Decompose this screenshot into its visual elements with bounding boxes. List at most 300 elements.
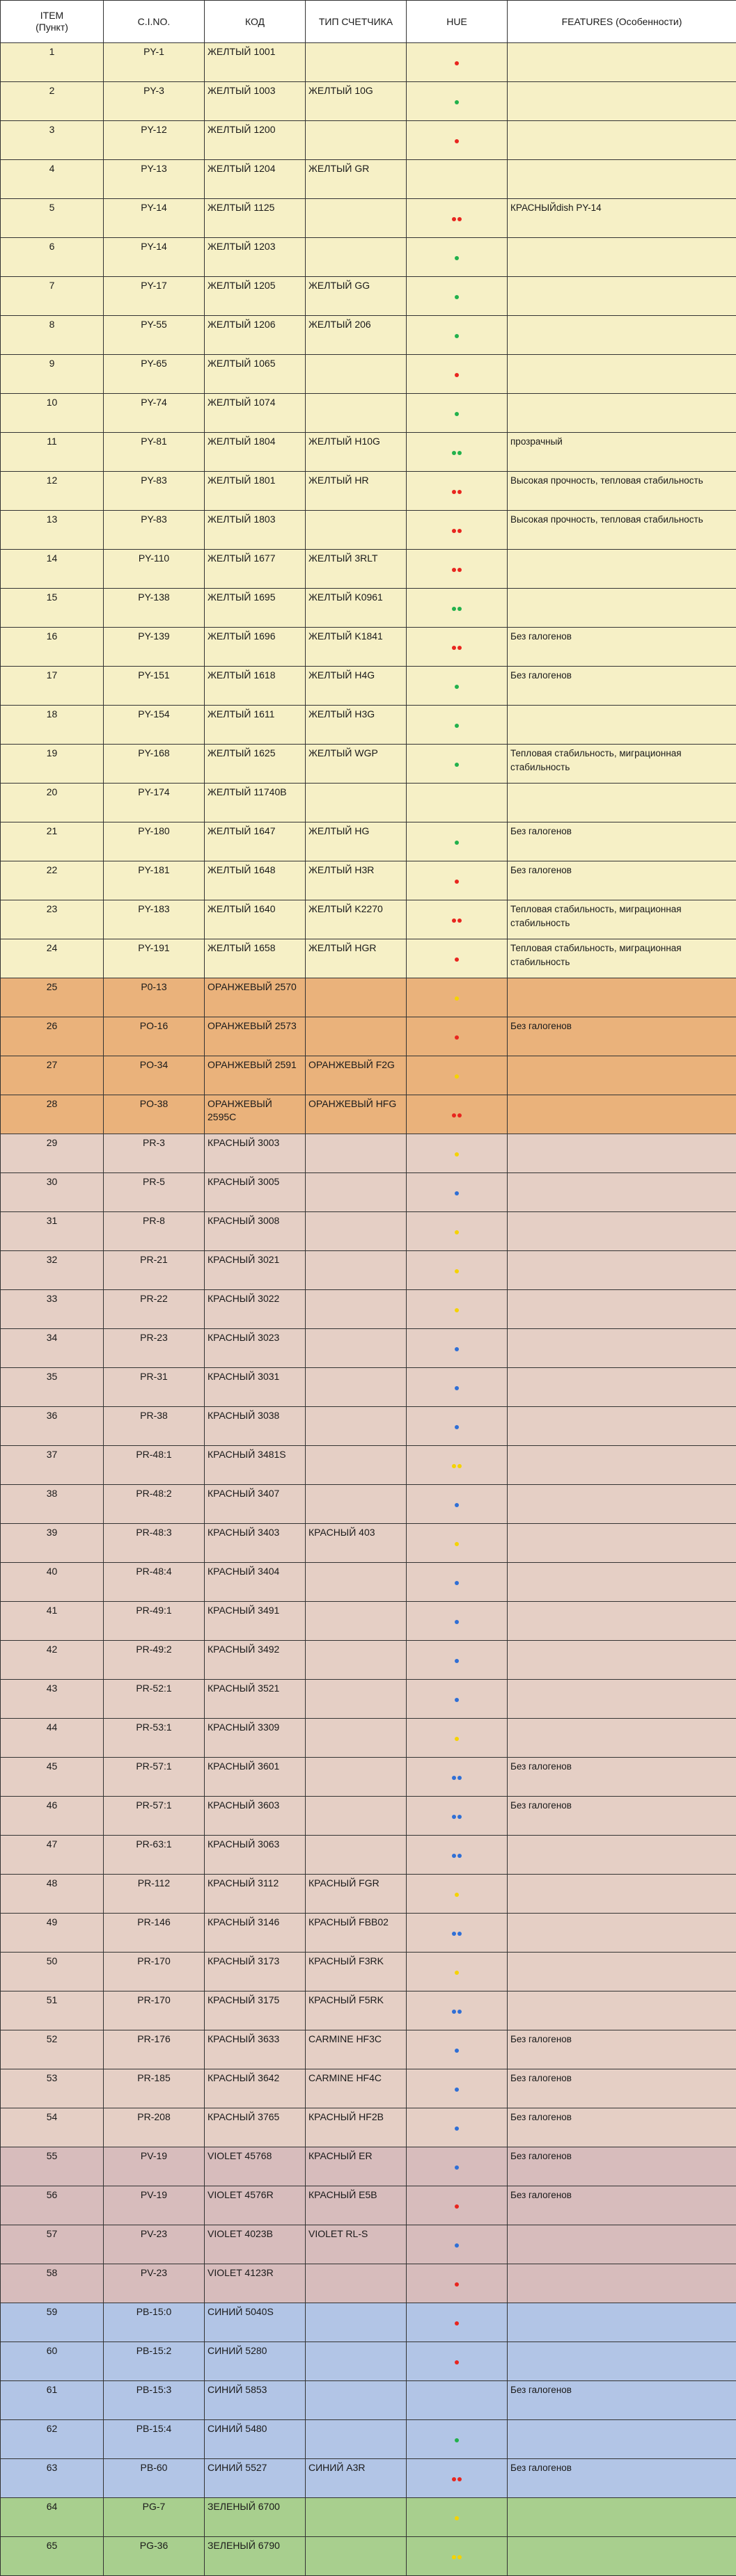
cino-cell: PR-146 bbox=[104, 1914, 205, 1953]
features-cell bbox=[508, 1991, 736, 2030]
code-cell: ЖЕЛТЫЙ 11740B bbox=[205, 784, 306, 822]
hue-dot-red bbox=[452, 1113, 456, 1118]
cino-cell: PY-139 bbox=[104, 628, 205, 667]
type-cell bbox=[306, 784, 407, 822]
hue-dot-red bbox=[455, 2360, 459, 2364]
type-cell bbox=[306, 1251, 407, 1290]
cino-cell: PO-38 bbox=[104, 1095, 205, 1134]
hue-dots bbox=[455, 100, 459, 104]
hue-cell bbox=[407, 2225, 508, 2264]
table-row bbox=[1, 2030, 736, 2069]
type-cell bbox=[306, 2264, 407, 2303]
hue-dot-green bbox=[455, 724, 459, 728]
item-cell: 43 bbox=[1, 1680, 104, 1719]
cino-cell: PR-49:2 bbox=[104, 1641, 205, 1680]
item-cell: 59 bbox=[1, 2303, 104, 2342]
features-cell: Тепловая стабильность, миграционная стабильность bbox=[508, 939, 736, 978]
code-cell: СИНИЙ 5527 bbox=[205, 2459, 306, 2498]
hue-dot-green bbox=[455, 412, 459, 416]
code-cell: ЖЕЛТЫЙ 1003 bbox=[205, 82, 306, 121]
type-cell: КРАСНЫЙ HF2B bbox=[306, 2108, 407, 2147]
code-cell: ЖЕЛТЫЙ 1696 bbox=[205, 628, 306, 667]
item-cell: 33 bbox=[1, 1290, 104, 1329]
hue-dot-yellow bbox=[452, 1464, 456, 1468]
code-cell: КРАСНЫЙ 3601 bbox=[205, 1758, 306, 1797]
hue-dots bbox=[455, 1074, 459, 1079]
cino-cell: PR-49:1 bbox=[104, 1602, 205, 1641]
item-cell: 58 bbox=[1, 2264, 104, 2303]
features-cell: Тепловая стабильность, миграционная стабильность bbox=[508, 900, 736, 939]
hue-dot-red bbox=[457, 529, 462, 533]
hue-cell bbox=[407, 1407, 508, 1446]
table-row bbox=[1, 2342, 736, 2381]
code-cell: ЖЕЛТЫЙ 1203 bbox=[205, 238, 306, 277]
type-cell: ЖЕЛТЫЙ HGR bbox=[306, 939, 407, 978]
hue-dot-yellow bbox=[455, 1269, 459, 1273]
type-cell: ОРАНЖЕВЫЙ HFG bbox=[306, 1095, 407, 1134]
hue-dot-red bbox=[455, 880, 459, 884]
features-cell: Без галогенов bbox=[508, 1017, 736, 1056]
table-row bbox=[1, 1485, 736, 1524]
hue-cell bbox=[407, 784, 508, 822]
type-cell bbox=[306, 2498, 407, 2537]
type-cell bbox=[306, 1173, 407, 1212]
hue-dots bbox=[455, 1425, 459, 1429]
item-cell: 8 bbox=[1, 316, 104, 355]
hue-dots bbox=[455, 1230, 459, 1234]
hue-cell bbox=[407, 394, 508, 433]
hue-dots bbox=[452, 607, 462, 611]
cino-cell: PR-57:1 bbox=[104, 1758, 205, 1797]
hue-dot-green bbox=[455, 2438, 459, 2442]
item-cell: 27 bbox=[1, 1056, 104, 1095]
hue-dot-red bbox=[457, 1113, 462, 1118]
hue-dot-yellow bbox=[455, 1737, 459, 1741]
hue-cell bbox=[407, 978, 508, 1017]
features-cell: Без галогенов bbox=[508, 1758, 736, 1797]
code-cell: КРАСНЫЙ 3481S bbox=[205, 1446, 306, 1485]
hue-dot-red bbox=[452, 490, 456, 494]
hue-cell bbox=[407, 2381, 508, 2420]
hue-dots bbox=[452, 646, 462, 650]
table-row bbox=[1, 1991, 736, 2030]
features-cell bbox=[508, 121, 736, 160]
item-cell: 15 bbox=[1, 589, 104, 628]
table-row bbox=[1, 706, 736, 745]
type-cell bbox=[306, 2420, 407, 2459]
type-cell: ЖЕЛТЫЙ H3G bbox=[306, 706, 407, 745]
type-cell: ОРАНЖЕВЫЙ F2G bbox=[306, 1056, 407, 1095]
hue-dot-blue bbox=[455, 1698, 459, 1702]
type-cell bbox=[306, 394, 407, 433]
features-cell bbox=[508, 2498, 736, 2537]
hue-cell bbox=[407, 2537, 508, 2576]
table-row bbox=[1, 978, 736, 1017]
features-cell bbox=[508, 82, 736, 121]
code-cell: ЖЕЛТЫЙ 1640 bbox=[205, 900, 306, 939]
item-cell: 62 bbox=[1, 2420, 104, 2459]
cino-cell: PR-31 bbox=[104, 1368, 205, 1407]
cino-cell: PY-17 bbox=[104, 277, 205, 316]
type-cell bbox=[306, 511, 407, 550]
features-cell: прозрачный bbox=[508, 433, 736, 472]
hue-dot-red bbox=[452, 919, 456, 923]
features-cell bbox=[508, 1641, 736, 1680]
features-cell: Без галогенов bbox=[508, 2186, 736, 2225]
hue-cell bbox=[407, 1836, 508, 1875]
table-row bbox=[1, 939, 736, 978]
table-row bbox=[1, 2108, 736, 2147]
features-cell bbox=[508, 1251, 736, 1290]
hue-dot-blue bbox=[452, 1815, 456, 1819]
header-features-label: FEATURES (Особенности) bbox=[562, 16, 682, 27]
cino-cell: PB-15:0 bbox=[104, 2303, 205, 2342]
features-cell bbox=[508, 784, 736, 822]
hue-dot-yellow bbox=[455, 1074, 459, 1079]
cino-cell: PY-3 bbox=[104, 82, 205, 121]
cino-cell: PR-176 bbox=[104, 2030, 205, 2069]
header-hue-label: HUE bbox=[446, 16, 467, 27]
cino-cell: PY-55 bbox=[104, 316, 205, 355]
features-cell bbox=[508, 2537, 736, 2576]
table-row bbox=[1, 1134, 736, 1173]
code-cell: ЖЕЛТЫЙ 1611 bbox=[205, 706, 306, 745]
cino-cell: PR-38 bbox=[104, 1407, 205, 1446]
hue-cell bbox=[407, 2420, 508, 2459]
hue-cell bbox=[407, 1017, 508, 1056]
hue-dots bbox=[455, 1542, 459, 1546]
item-cell: 13 bbox=[1, 511, 104, 550]
table-row bbox=[1, 160, 736, 199]
hue-dot-red bbox=[452, 529, 456, 533]
cino-cell: PY-151 bbox=[104, 667, 205, 706]
code-cell: КРАСНЫЙ 3023 bbox=[205, 1329, 306, 1368]
table-row bbox=[1, 1719, 736, 1758]
features-cell bbox=[508, 1446, 736, 1485]
hue-dot-red bbox=[452, 646, 456, 650]
hue-cell bbox=[407, 277, 508, 316]
table-row bbox=[1, 2264, 736, 2303]
item-cell: 39 bbox=[1, 1524, 104, 1563]
code-cell: КРАСНЫЙ 3038 bbox=[205, 1407, 306, 1446]
features-cell bbox=[508, 1290, 736, 1329]
cino-cell: P0-13 bbox=[104, 978, 205, 1017]
cino-cell: PY-74 bbox=[104, 394, 205, 433]
hue-dot-red bbox=[455, 61, 459, 65]
code-cell: КРАСНЫЙ 3175 bbox=[205, 1991, 306, 2030]
code-cell: VIOLET 45768 bbox=[205, 2147, 306, 2186]
code-cell: ЖЕЛТЫЙ 1658 bbox=[205, 939, 306, 978]
type-cell: ЖЕЛТЫЙ 3RLT bbox=[306, 550, 407, 589]
item-cell: 1 bbox=[1, 43, 104, 82]
table-row bbox=[1, 433, 736, 472]
header-type bbox=[306, 1, 407, 43]
hue-dot-green bbox=[455, 685, 459, 689]
table-row bbox=[1, 1797, 736, 1836]
table-row bbox=[1, 1290, 736, 1329]
table-row bbox=[1, 1212, 736, 1251]
hue-cell bbox=[407, 2264, 508, 2303]
type-cell bbox=[306, 1368, 407, 1407]
features-cell bbox=[508, 1719, 736, 1758]
cino-cell: PR-21 bbox=[104, 1251, 205, 1290]
item-cell: 63 bbox=[1, 2459, 104, 2498]
header-item-label: ITEM (Пункт) bbox=[36, 10, 68, 33]
code-cell: КРАСНЫЙ 3491 bbox=[205, 1602, 306, 1641]
hue-cell bbox=[407, 2108, 508, 2147]
code-cell: КРАСНЫЙ 3603 bbox=[205, 1797, 306, 1836]
hue-cell bbox=[407, 1290, 508, 1329]
table-row bbox=[1, 238, 736, 277]
cino-cell: PR-185 bbox=[104, 2069, 205, 2108]
features-cell bbox=[508, 706, 736, 745]
cino-cell: PR-8 bbox=[104, 1212, 205, 1251]
features-cell bbox=[508, 1329, 736, 1368]
table-row bbox=[1, 394, 736, 433]
type-cell: КРАСНЫЙ 403 bbox=[306, 1524, 407, 1563]
hue-dots bbox=[455, 957, 459, 962]
hue-dot-blue bbox=[455, 1191, 459, 1195]
item-cell: 47 bbox=[1, 1836, 104, 1875]
hue-cell bbox=[407, 745, 508, 784]
hue-dot-yellow bbox=[455, 1152, 459, 1156]
header-cino-label: C.I.NO. bbox=[138, 16, 171, 27]
cino-cell: PY-191 bbox=[104, 939, 205, 978]
hue-dot-red bbox=[455, 2321, 459, 2325]
features-cell: Без галогенов bbox=[508, 2147, 736, 2186]
hue-cell bbox=[407, 1446, 508, 1485]
table-row bbox=[1, 2186, 736, 2225]
cino-cell: PV-19 bbox=[104, 2147, 205, 2186]
code-cell: ОРАНЖЕВЫЙ 2591 bbox=[205, 1056, 306, 1095]
hue-cell bbox=[407, 1991, 508, 2030]
item-cell: 48 bbox=[1, 1875, 104, 1914]
table-row bbox=[1, 511, 736, 550]
cino-cell: PB-15:4 bbox=[104, 2420, 205, 2459]
cino-cell: PY-65 bbox=[104, 355, 205, 394]
type-cell bbox=[306, 1212, 407, 1251]
table-row bbox=[1, 1056, 736, 1095]
cino-cell: PY-174 bbox=[104, 784, 205, 822]
table-row bbox=[1, 199, 736, 238]
table-row bbox=[1, 784, 736, 822]
hue-cell bbox=[407, 2186, 508, 2225]
code-cell: СИНИЙ 5480 bbox=[205, 2420, 306, 2459]
hue-dots bbox=[455, 2204, 459, 2209]
hue-cell bbox=[407, 1875, 508, 1914]
hue-dot-blue bbox=[457, 1932, 462, 1936]
item-cell: 9 bbox=[1, 355, 104, 394]
hue-cell bbox=[407, 667, 508, 706]
cino-cell: PR-5 bbox=[104, 1173, 205, 1212]
type-cell bbox=[306, 2537, 407, 2576]
table-row bbox=[1, 2069, 736, 2108]
features-cell bbox=[508, 2303, 736, 2342]
features-cell: Без галогенов bbox=[508, 2381, 736, 2420]
table-row bbox=[1, 2498, 736, 2537]
hue-dots bbox=[452, 919, 462, 923]
hue-dot-red bbox=[452, 217, 456, 221]
table-row bbox=[1, 1602, 736, 1641]
code-cell: КРАСНЫЙ 3003 bbox=[205, 1134, 306, 1173]
cino-cell: PR-112 bbox=[104, 1875, 205, 1914]
item-cell: 21 bbox=[1, 822, 104, 861]
hue-cell bbox=[407, 2147, 508, 2186]
features-cell bbox=[508, 1212, 736, 1251]
cino-cell: PO-16 bbox=[104, 1017, 205, 1056]
hue-dots bbox=[455, 2165, 459, 2170]
hue-dot-green bbox=[457, 451, 462, 455]
cino-cell: PR-170 bbox=[104, 1953, 205, 1991]
code-cell: ЖЕЛТЫЙ 1125 bbox=[205, 199, 306, 238]
hue-dots bbox=[455, 1152, 459, 1156]
features-cell bbox=[508, 2420, 736, 2459]
type-cell: CARMINE HF4C bbox=[306, 2069, 407, 2108]
item-cell: 26 bbox=[1, 1017, 104, 1056]
table-row bbox=[1, 2420, 736, 2459]
code-cell: ЖЕЛТЫЙ 1804 bbox=[205, 433, 306, 472]
hue-dots bbox=[452, 2555, 462, 2559]
hue-dots bbox=[455, 1737, 459, 1741]
item-cell: 28 bbox=[1, 1095, 104, 1134]
code-cell: КРАСНЫЙ 3112 bbox=[205, 1875, 306, 1914]
cino-cell: PY-14 bbox=[104, 238, 205, 277]
table-row bbox=[1, 1368, 736, 1407]
hue-dots bbox=[455, 2282, 459, 2287]
hue-cell bbox=[407, 1680, 508, 1719]
item-cell: 17 bbox=[1, 667, 104, 706]
cino-cell: PY-1 bbox=[104, 43, 205, 82]
code-cell: КРАСНЫЙ 3031 bbox=[205, 1368, 306, 1407]
type-cell bbox=[306, 1836, 407, 1875]
cino-cell: PR-48:4 bbox=[104, 1563, 205, 1602]
hue-dot-blue bbox=[455, 1425, 459, 1429]
type-cell bbox=[306, 1758, 407, 1797]
type-cell bbox=[306, 1446, 407, 1485]
hue-cell bbox=[407, 2069, 508, 2108]
hue-dots bbox=[452, 451, 462, 455]
type-cell: СИНИЙ A3R bbox=[306, 2459, 407, 2498]
hue-dot-blue bbox=[457, 1776, 462, 1780]
code-cell: ОРАНЖЕВЫЙ 2595C bbox=[205, 1095, 306, 1134]
code-cell: СИНИЙ 5040S bbox=[205, 2303, 306, 2342]
cino-cell: PG-7 bbox=[104, 2498, 205, 2537]
code-cell: КРАСНЫЙ 3492 bbox=[205, 1641, 306, 1680]
table-row bbox=[1, 1329, 736, 1368]
hue-dot-red bbox=[452, 2477, 456, 2481]
features-cell: Без галогенов bbox=[508, 2108, 736, 2147]
code-cell: ЗЕЛЕНЫЙ 6700 bbox=[205, 2498, 306, 2537]
features-cell bbox=[508, 978, 736, 1017]
type-cell bbox=[306, 2303, 407, 2342]
cino-cell: PY-181 bbox=[104, 861, 205, 900]
type-cell: КРАСНЫЙ ER bbox=[306, 2147, 407, 2186]
item-cell: 10 bbox=[1, 394, 104, 433]
code-cell: ЖЕЛТЫЙ 1695 bbox=[205, 589, 306, 628]
type-cell: КРАСНЫЙ F5RK bbox=[306, 1991, 407, 2030]
code-cell: КРАСНЫЙ 3407 bbox=[205, 1485, 306, 1524]
type-cell bbox=[306, 355, 407, 394]
hue-dot-blue bbox=[457, 1854, 462, 1858]
item-cell: 14 bbox=[1, 550, 104, 589]
table-row bbox=[1, 355, 736, 394]
hue-dots bbox=[455, 724, 459, 728]
item-cell: 16 bbox=[1, 628, 104, 667]
hue-cell bbox=[407, 1914, 508, 1953]
code-cell: ЖЕЛТЫЙ 1647 bbox=[205, 822, 306, 861]
hue-dot-blue bbox=[452, 2010, 456, 2014]
hue-cell bbox=[407, 238, 508, 277]
table-row bbox=[1, 2225, 736, 2264]
hue-cell bbox=[407, 1329, 508, 1368]
features-cell: Без галогенов bbox=[508, 667, 736, 706]
hue-dots bbox=[455, 2516, 459, 2520]
hue-dot-red bbox=[452, 568, 456, 572]
item-cell: 18 bbox=[1, 706, 104, 745]
item-cell: 38 bbox=[1, 1485, 104, 1524]
hue-dots bbox=[455, 1503, 459, 1507]
hue-cell bbox=[407, 2459, 508, 2498]
features-cell: Без галогенов bbox=[508, 628, 736, 667]
hue-cell bbox=[407, 1797, 508, 1836]
hue-dot-red bbox=[457, 568, 462, 572]
type-cell bbox=[306, 1641, 407, 1680]
features-cell bbox=[508, 1953, 736, 1991]
cino-cell: PY-168 bbox=[104, 745, 205, 784]
type-cell bbox=[306, 2342, 407, 2381]
item-cell: 55 bbox=[1, 2147, 104, 2186]
table-row bbox=[1, 2537, 736, 2576]
cino-cell: PB-15:2 bbox=[104, 2342, 205, 2381]
item-cell: 60 bbox=[1, 2342, 104, 2381]
type-cell bbox=[306, 43, 407, 82]
type-cell: ЖЕЛТЫЙ GG bbox=[306, 277, 407, 316]
table-row bbox=[1, 472, 736, 511]
table-row bbox=[1, 861, 736, 900]
cino-cell: PY-12 bbox=[104, 121, 205, 160]
item-cell: 5 bbox=[1, 199, 104, 238]
features-cell bbox=[508, 1563, 736, 1602]
type-cell: ЖЕЛТЫЙ GR bbox=[306, 160, 407, 199]
hue-dots bbox=[452, 1776, 462, 1780]
code-cell: ЖЕЛТЫЙ 1074 bbox=[205, 394, 306, 433]
hue-dots bbox=[455, 1581, 459, 1585]
cino-cell: PY-13 bbox=[104, 160, 205, 199]
item-cell: 4 bbox=[1, 160, 104, 199]
hue-dots bbox=[452, 2010, 462, 2014]
hue-dot-red bbox=[457, 919, 462, 923]
cino-cell: PR-22 bbox=[104, 1290, 205, 1329]
hue-dot-red bbox=[457, 217, 462, 221]
hue-dot-yellow bbox=[455, 1542, 459, 1546]
type-cell: КРАСНЫЙ FBB02 bbox=[306, 1914, 407, 1953]
hue-cell bbox=[407, 1212, 508, 1251]
features-cell: Без галогенов bbox=[508, 861, 736, 900]
hue-cell bbox=[407, 316, 508, 355]
features-cell bbox=[508, 1368, 736, 1407]
type-cell bbox=[306, 1329, 407, 1368]
hue-cell bbox=[407, 1251, 508, 1290]
hue-dot-green bbox=[455, 334, 459, 338]
cino-cell: PY-138 bbox=[104, 589, 205, 628]
features-cell bbox=[508, 43, 736, 82]
features-cell bbox=[508, 1056, 736, 1095]
cino-cell: PR-48:2 bbox=[104, 1485, 205, 1524]
hue-dot-yellow bbox=[455, 1230, 459, 1234]
table-row bbox=[1, 2459, 736, 2498]
code-cell: ЖЕЛТЫЙ 1618 bbox=[205, 667, 306, 706]
item-cell: 46 bbox=[1, 1797, 104, 1836]
